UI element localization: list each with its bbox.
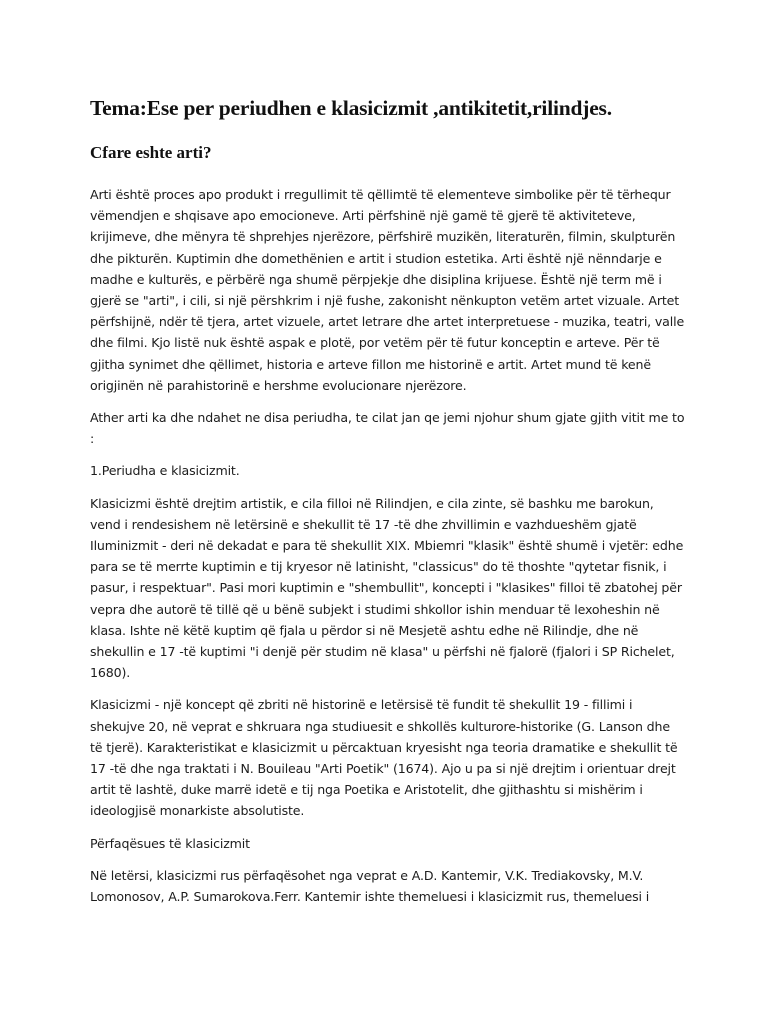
document-page [90,84,686,918]
heading-perfaqesues: Përfaqësues të klasicizmit [90,835,250,851]
paragraph-arti-definition: Arti është proces apo produkt i rregullimit të qëllimtë të elementeve simbolike për të tërhequr vëmendjen e shqisave apo emocioneve. Arti përfshinë një gamë të gjerë të aktiviteteve, krijimeve, dhe mënyra të shprehjes njerëzore, përfshirë muzikën, literaturën, filmin, skulpturën dhe pikturën. Kuptimin dhe domethënien e artit i studion estetika. Arti është një nënndarje e madhe e kulturës, e përbërë nga shumë përpjekje dhe disiplina krijuese. Është një term më i gjerë se "arti", i cili, si një përshkrim i një fushe, zakonisht nënkupton vetëm artet vizuale. Artet përfshijnë, ndër të tjera, artet vizuele, artet letrare dhe artet interpretuese - muzika, teatri, valle dhe filmi. Kjo listë nuk është aspak e plotë, por vetëm për të futur konceptin e arteve. Për të gjitha synimet dhe qëllimet, historia e arteve fillon me historinë e artit. Artet mund të kenë origjinën në parahistorinë e hershme evolucionare njerëzore. [90,187,685,393]
paragraph-letersi-rus: Në letërsi, klasicizmi rus përfaqësohet nga veprat e A.D. Kantemir, V.K. Trediakovsky, M.V. Lomonosov, A.P. Sumarokova.Ferr. Kantemir ishte themeluesi i klasicizmit rus, themeluesi i [90,867,650,905]
section-heading: Cfare eshte arti? [90,143,212,162]
paragraph-klasicizmi-drejtim: Klasicizmi është drejtim artistik, e cila filloi në Rilindjen, e cila zinte, së bashku me barokun, vend i rendesishem në letërsinë e shekullit të 17 -të dhe zhvillimin e vazhdueshëm gjatë Iluminizmit - deri në dekadat e para të shekullit XIX. Mbiemri "klasik" është shumë i vjetër: edhe para se të merrte kuptimin e tij kryesor në latinisht, "classicus" do të thoshte "qytetar fisnik, i pasur, i respektuar". Pasi mori kuptimin e "shembullit", koncepti i "klasikes" filloi të zbatohej për vepra dhe autorë të tillë që u bënë subjekt i studimi shkollor ishin menduar të lexoheshin në klasa. Ishte në këtë kuptim që fjala u përdor si në Mesjetë ashtu edhe në Rilindje, dhe në shekullin e 17 -të kuptimi "i denjë për studim në klasa" u përfshi në fjalorë (fjalori i SP Richelet, 1680). [90,495,684,681]
document-title: Tema:Ese per periudhen e klasicizmit ,antikitetit,rilindjes. [90,96,612,120]
paragraph-periudhat-intro: Ather arti ka dhe ndahet ne disa periudha, te cilat jan qe jemi njohur shum gjate gjith vitit me to : [90,410,685,447]
heading-periudha-klasicizmit: 1.Periudha e klasicizmit. [90,463,240,479]
paragraph-klasicizmi-koncept: Klasicizmi - një koncept që zbriti në historinë e letërsisë të fundit të shekullit 19 - fillimi i shekujve 20, në veprat e shkruara nga studiuesit e shkollës kulturore-historike (G. Lanson dhe të tjerë). Karakteristikat e klasicizmit u përcaktuan kryesisht nga teoria dramatike e shekullit të 17 -të dhe nga traktati i N. Bouileau "Arti Poetik" (1674). Ajo u pa si një drejtim i orientuar drejt artit të lashtë, duke marrë idetë e tij nga Poetika e Aristotelit, dhe gjithashtu si mishërim i ideologjisë monarkiste absolutiste. [90,697,678,819]
